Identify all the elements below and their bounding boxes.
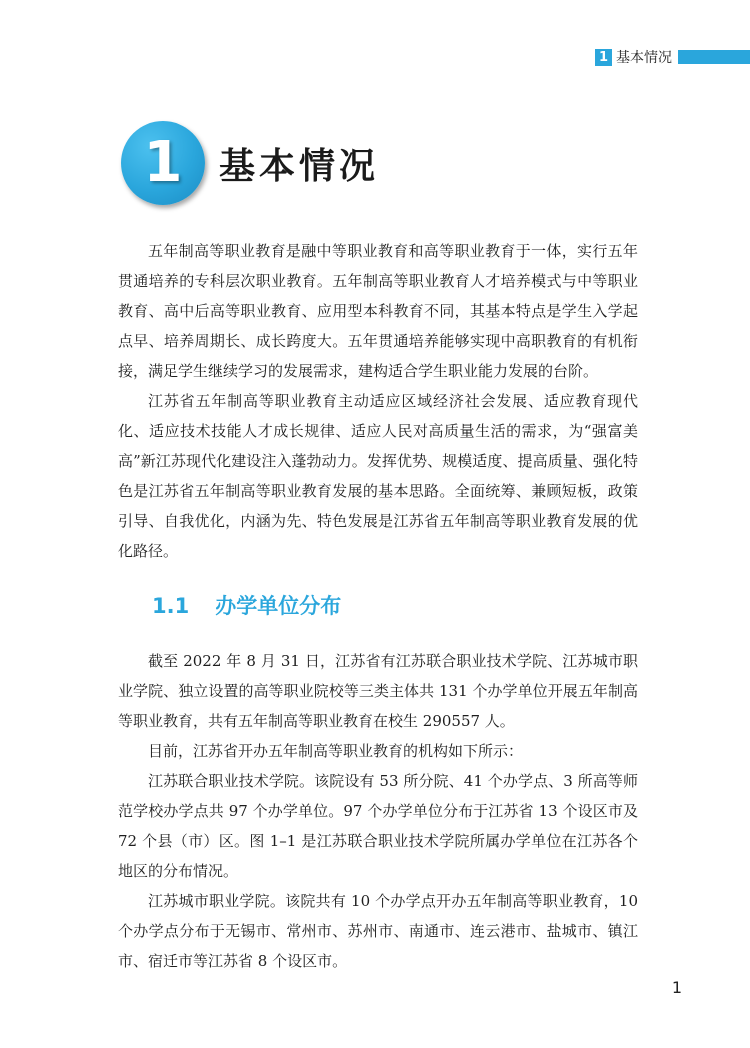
body-paragraph: 目前，江苏省开办五年制高等职业教育的机构如下所示：	[148, 742, 524, 760]
body-paragraph: 截至 2022 年 8 月 31 日，江苏省有江苏联合职业技术学院、江苏城市职业学院、独立设置的高等职业院校等三类主体共 131 个办学单位开展五年制高等职业教育，共有五年制高等职业教育在校生 290557 人。	[118, 652, 638, 730]
section-heading	[152, 590, 341, 620]
section-number: 1.1	[152, 594, 190, 618]
chapter-heading	[121, 121, 379, 205]
body-paragraph: 五年制高等职业教育是融中等职业教育和高等职业教育于一体，实行五年贯通培养的专科层次职业教育。五年制高等职业教育人才培养模式与中等职业教育、高中后高等职业教育、应用型本科教育不同，其基本特点是学生入学起点早、培养周期长、成长跨度大。五年贯通培养能够实现中高职教育的有机衔接，满足学生继续学习的发展需求，建构适合学生职业能力发展的台阶。	[118, 242, 638, 380]
chapter-number: 1	[143, 130, 183, 195]
running-header	[595, 46, 750, 68]
chapter-number-badge	[121, 121, 205, 205]
body-paragraph: 江苏城市职业学院。该院共有 10 个办学点开办五年制高等职业教育，10 个办学点分布于无锡市、常州市、苏州市、南通市、连云港市、盐城市、镇江市、宿迁市等江苏省 8 个设区市。	[118, 892, 638, 970]
running-header-chapter-title: 基本情况	[616, 50, 672, 66]
running-header-chapter-number: 1	[595, 49, 612, 66]
body-paragraph: 江苏省五年制高等职业教育主动适应区域经济社会发展、适应教育现代化、适应技术技能人才成长规律、适应人民对高质量生活的需求，为“强富美高”新江苏现代化建设注入蓬勃动力。发挥优势、规模适度、提高质量、强化特色是江苏省五年制高等职业教育发展的基本思路。全面统筹、兼顾短板，政策引导、自我优化，内涵为先、特色发展是江苏省五年制高等职业教育发展的优化路径。	[118, 392, 638, 560]
section-title: 办学单位分布	[215, 594, 342, 618]
running-header-accent-bar	[678, 50, 750, 64]
chapter-title: 基本情况	[219, 145, 380, 187]
page-number: 1	[671, 978, 682, 997]
body-paragraph: 江苏联合职业技术学院。该院设有 53 所分院、41 个办学点、3 所高等师范学校办学点共 97 个办学单位。97 个办学单位分布于江苏省 13 个设区市及 72 个县（市）区。图 1–1 是江苏联合职业技术学院所属办学单位在江苏各个地区的分布情况。	[118, 772, 638, 880]
